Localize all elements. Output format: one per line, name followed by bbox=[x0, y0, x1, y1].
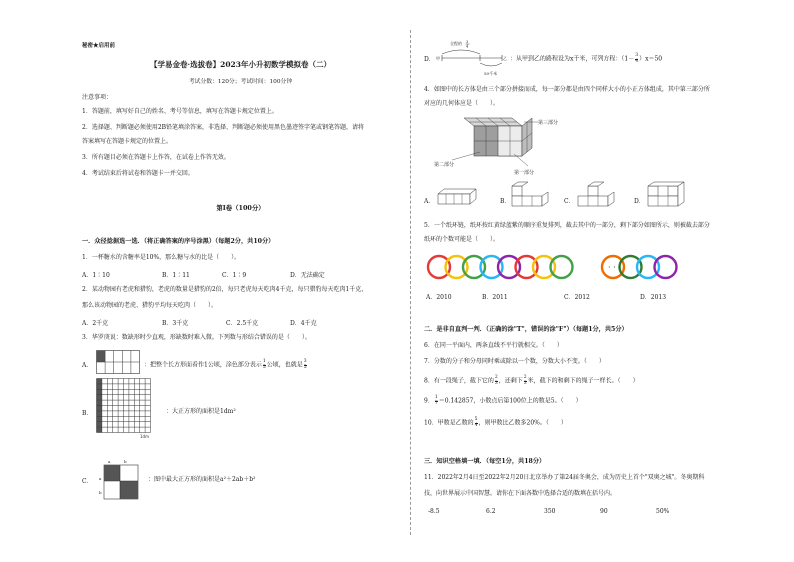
qd-eq-close: ）x＝50 bbox=[639, 55, 663, 63]
side-label-b: b bbox=[124, 459, 127, 464]
q11-value: 350 bbox=[544, 508, 556, 515]
q3-option-b-text: ：大正方形的面积是1dm² bbox=[166, 408, 236, 415]
side-label-a: a bbox=[99, 476, 102, 481]
paper-ring bbox=[655, 256, 677, 278]
q2-text-line1: 2．某动物园有老虎和猎豹，老虎的数量是猎豹的2倍，每只老虎每天吃肉4千克，每只猎豹每天吃肉1千克， bbox=[82, 286, 368, 293]
q11-value: -8.5 bbox=[428, 508, 440, 515]
q11-value: 50% bbox=[656, 508, 670, 515]
grid-shaded-cell bbox=[97, 379, 102, 384]
frac-den: 4 bbox=[466, 44, 469, 49]
q2-option-b[interactable]: B．3千克 bbox=[162, 320, 189, 327]
whole-trip-label: 全程的 bbox=[450, 41, 462, 46]
q10-pre: 10．甲数是乙数的 bbox=[424, 419, 474, 427]
q3-option-a-rect-figure bbox=[96, 350, 140, 374]
q1-option-a[interactable]: A．1∶10 bbox=[82, 272, 110, 279]
qd-text-pre: ：从甲到乙的路程设为x千米，可列方程： bbox=[510, 55, 622, 63]
q3-a-frac1 bbox=[263, 360, 266, 370]
q4-option-c-figure bbox=[576, 180, 620, 210]
qd-eq-frac bbox=[635, 54, 638, 64]
exam-info: 考试分数：120分；考试时间：100分钟 bbox=[188, 79, 293, 85]
note-item: 3．所有题目必须在答题卡上作答，在试卷上作答无效。 bbox=[82, 154, 230, 161]
q3-text: 3．华罗庚说：数缺形时少直观，形缺数时难入微。下列数与形结合错误的是（ ）。 bbox=[82, 334, 311, 341]
q3-a-text-pre: ：把整个长方形面看作1公顷，涂色部分表示 bbox=[144, 361, 262, 369]
q4-option-b-figure bbox=[510, 180, 554, 210]
frac-num: 3 bbox=[635, 53, 639, 58]
q5-option-a[interactable]: A．2010 bbox=[426, 294, 452, 301]
q3-option-a-text bbox=[144, 360, 308, 370]
note-item: 2．选择题、判断题必须使用2B铅笔填涂答案，非选择、判断题必须使用黑色墨迹签字笔或钢笔答题，请将 bbox=[82, 124, 365, 131]
q4-option-a-figure bbox=[436, 186, 478, 208]
q11-value: 90 bbox=[600, 508, 608, 515]
q4-text-line1: 4．如图中的长方体是由三个部分拼接而成，每一部分都是由四个同样大小的小正方体组成，其中第三部分所 bbox=[424, 86, 710, 93]
paper-ring bbox=[498, 256, 520, 278]
q3-option-d-label[interactable]: D． bbox=[424, 56, 435, 63]
grid-shaded-cell bbox=[97, 416, 102, 421]
grid-unit-label: 1dm bbox=[140, 434, 149, 439]
q8-pre: 8．有一段绳子，截下它的 bbox=[424, 377, 494, 385]
frac-den: 3 bbox=[494, 380, 498, 386]
label-part-2: 第二部分 bbox=[434, 162, 455, 168]
q2-option-c[interactable]: C．2.5千克 bbox=[226, 320, 259, 327]
frac-num: 2 bbox=[494, 375, 498, 380]
q2-option-d[interactable]: D．4千克 bbox=[290, 320, 317, 327]
q10-text bbox=[424, 418, 567, 428]
q2-option-a[interactable]: A．2千克 bbox=[82, 320, 109, 327]
q7-text: 7．分数的分子和分母同时乘或除以一个数，分数大小不变。（ ） bbox=[424, 358, 605, 365]
point-yi: 乙 bbox=[503, 56, 507, 61]
grid-shaded-cell bbox=[97, 411, 102, 416]
q11-value: 6.2 bbox=[486, 508, 496, 515]
q8-mid: ，还剩下 bbox=[498, 377, 523, 385]
grid-shaded-cell bbox=[97, 400, 102, 405]
q1-option-b[interactable]: B．1∶11 bbox=[162, 272, 190, 279]
section-3-heading: 三．知识空格填一填．（每空1分，共18分） bbox=[424, 458, 546, 465]
q4-option-d[interactable]: D． bbox=[634, 198, 645, 205]
paper-ring bbox=[428, 256, 450, 278]
q4-option-b[interactable]: B． bbox=[500, 198, 511, 205]
q10-frac bbox=[475, 418, 478, 428]
paper-ring bbox=[551, 256, 573, 278]
paper-ring bbox=[516, 256, 538, 278]
q1-option-d[interactable]: D．无法确定 bbox=[290, 272, 325, 279]
note-item: 4．考试结束后将试卷和答题卡一并交回。 bbox=[82, 170, 194, 177]
q9-rest: ＝0.1̇4285̇7，小数点后第100位上的数是5。（ ） bbox=[438, 397, 582, 405]
q3-option-d-line-figure bbox=[436, 38, 508, 80]
q10-rest: ，则甲数比乙数多20%。（ ） bbox=[478, 419, 567, 427]
grid-shaded-cell bbox=[97, 406, 102, 411]
shaded-part bbox=[97, 351, 106, 363]
q3-a-text-mid: 公顷，也就是 bbox=[266, 361, 303, 369]
q8-frac2 bbox=[524, 376, 527, 386]
paper-ring bbox=[533, 256, 555, 278]
frac-num: 3 bbox=[303, 359, 307, 364]
side-label-b: b bbox=[99, 490, 102, 495]
frac-den: 5 bbox=[303, 364, 307, 370]
label-part-3: 第三部分 bbox=[538, 120, 559, 126]
frac-den: 3 bbox=[523, 380, 527, 386]
part-title: 第Ⅰ卷（100分） bbox=[216, 204, 265, 212]
q2-text-line2: 那么该动物园的老虎、猎豹平均每天吃肉（ ）。 bbox=[82, 302, 218, 309]
side-label-a: a bbox=[108, 459, 111, 464]
q3-option-d-text bbox=[510, 54, 662, 64]
q11-text-line2: 技，向世界展示中国智慧。请你在下面各数中选择合适的数填在括号内。 bbox=[424, 490, 617, 497]
q9-pre: 9． bbox=[424, 397, 434, 405]
q6-text: 6．在同一平面内，两条直线不平行就相交。（ ） bbox=[424, 342, 563, 349]
q11-text-line1: 11．2022年2月4日至2022年2月20日北京举办了第24届冬奥会，成为历史上首个"双奥之城"。冬奥期科 bbox=[424, 474, 705, 481]
q5-option-d[interactable]: D．2013 bbox=[640, 294, 667, 301]
paper-ring bbox=[481, 256, 503, 278]
q3-option-c-label[interactable]: C． bbox=[82, 478, 93, 485]
note-item: 1．答题前，填写好自己的姓名、考号等信息，填写在答题卡规定位置上。 bbox=[82, 108, 278, 115]
frac-num: 5 bbox=[474, 417, 478, 422]
q1-text: 1．一杯糖水的含糖率是10%，那么糖与水的比是（ ）。 bbox=[82, 254, 241, 261]
notes-title: 注意事项： bbox=[82, 94, 113, 101]
q5-option-b[interactable]: B．2011 bbox=[482, 294, 508, 301]
paper-ring bbox=[620, 256, 642, 278]
paper-ring bbox=[463, 256, 485, 278]
q4-text-line2: 对应的几何体应是（ ）。 bbox=[424, 100, 500, 107]
frac-num: 1 bbox=[262, 359, 266, 364]
grid-shaded-cell bbox=[97, 395, 102, 400]
ellipsis-dots: · · · bbox=[608, 263, 621, 272]
grid-shaded-cell bbox=[97, 389, 102, 394]
q4-option-c[interactable]: C． bbox=[564, 198, 575, 205]
q1-option-c[interactable]: C．1∶9 bbox=[222, 272, 247, 279]
section-2-heading: 二．是非自直判一判．（正确的涂"T"，错误的涂"F"）（每题1分，共5分） bbox=[424, 326, 628, 333]
q8-frac1 bbox=[495, 376, 498, 386]
q4-option-d-figure bbox=[646, 180, 690, 210]
distance-label: 50千米 bbox=[484, 71, 498, 76]
q5-text-line2: 纸环的个数可能是（ ）。 bbox=[424, 236, 500, 243]
q8-end: 米，截下的和剩下的绳子一样长。（ ） bbox=[527, 377, 639, 385]
frac-den: 5 bbox=[262, 364, 266, 370]
q5-text-line1: 5．一个纸环链，纸环按红黄绿蓝紫的顺序重复排列，截去其中的一部分，剩下部分如图所示，则被截去部分 bbox=[424, 222, 710, 229]
q3-option-b-grid-figure bbox=[96, 378, 156, 440]
grid-shaded-cell bbox=[97, 384, 102, 389]
q3-option-c-text: ：图中最大正方形的面积是a²＋2ab＋b² bbox=[148, 476, 256, 483]
grid-shaded-cell bbox=[97, 422, 102, 427]
qd-eq-open: （1－ bbox=[621, 55, 635, 63]
q5-option-c[interactable]: C．2012 bbox=[564, 294, 590, 301]
frac-num: 2 bbox=[523, 375, 527, 380]
q4-cuboid-figure bbox=[434, 108, 564, 180]
q5-ring-chain-figure bbox=[426, 252, 706, 282]
column-divider bbox=[410, 30, 411, 535]
q3-a-frac2 bbox=[304, 360, 307, 370]
paper-ring bbox=[446, 256, 468, 278]
q9-frac bbox=[435, 396, 438, 406]
q4-option-a[interactable]: A． bbox=[424, 198, 435, 205]
q3-option-b-label[interactable]: B． bbox=[82, 410, 93, 417]
grid-shaded-cell bbox=[97, 427, 102, 432]
q9-text bbox=[424, 396, 582, 406]
page-title: 【学易金卷·选拔卷】2023年小升初数学模拟卷（二） bbox=[150, 60, 331, 69]
section-1-heading: 一．众径捻据选一选．（将正确答案的序号涂黑）（每题2分，共10分） bbox=[82, 238, 275, 245]
label-part-1: 第一部分 bbox=[514, 170, 535, 176]
paper-ring bbox=[637, 256, 659, 278]
frac-num: 1 bbox=[434, 395, 438, 400]
note-item: 答案填写在答题卡规定的位置上。 bbox=[82, 138, 173, 145]
frac-den: 7 bbox=[434, 400, 438, 406]
confidential-tag: 秘密★启用前 bbox=[82, 43, 116, 49]
point-jia: 甲 bbox=[436, 56, 440, 61]
q3-option-a-label[interactable]: A． bbox=[82, 362, 93, 369]
frac-den: 4 bbox=[474, 422, 478, 428]
q8-text bbox=[424, 376, 639, 386]
frac-den: 4 bbox=[635, 58, 639, 64]
q3-option-c-square-figure bbox=[96, 458, 142, 504]
frac-num: 3 bbox=[466, 40, 469, 44]
